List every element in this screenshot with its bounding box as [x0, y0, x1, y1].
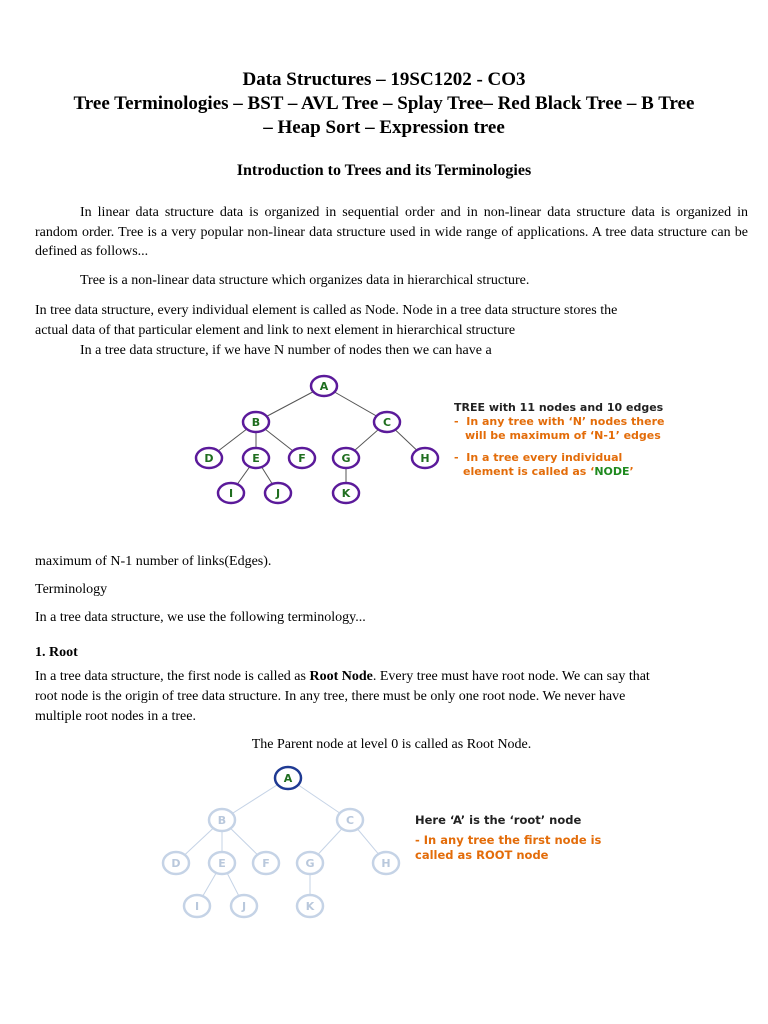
tree-figure-2-note: [415, 813, 601, 863]
tree-node-g-label: G: [341, 452, 351, 465]
doc-title-line-1: Data Structures – 19SC1202 - CO3: [242, 69, 526, 90]
note-edges-line-2: will be maximum of ‘N-1’ edges: [465, 429, 661, 442]
paragraph-edges: maximum of N-1 number of links(Edges).: [35, 554, 272, 569]
paragraph-n-nodes: In a tree data structure, if we have N number of nodes then we can have a: [80, 343, 492, 358]
tree-node-i-label: I: [228, 487, 234, 500]
root-node-term: Root Node: [309, 669, 373, 684]
note-2-line-2: called as ROOT node: [415, 848, 549, 862]
tree-2-node-f-label: F: [262, 857, 270, 870]
paragraph-intro: In linear data structure data is organized in sequential order and in non-linear data structure data is organized in random order. Tree is a very popular non-linear data structure used in wide range of applications. A tree data structure can be defined as follows...: [35, 205, 748, 259]
tree-2-node-d-label: D: [171, 857, 181, 870]
tree-2-node-b-label: B: [217, 814, 227, 827]
tree-node-k-label: K: [341, 487, 351, 500]
tree-2-node-h-label: H: [381, 857, 391, 870]
note-node-keyword: NODE: [594, 465, 630, 478]
paragraph-definition: Tree is a non-linear data structure which organizes data in hierarchical structure.: [80, 273, 530, 288]
tree-node-b-label: B: [251, 416, 261, 429]
tree-node-a-label: A: [319, 380, 329, 393]
paragraph-node-line-1: In tree data structure, every individual element is called as Node. Node in a tree data structure stores the: [35, 303, 618, 318]
tree-2-node-i-label: I: [194, 900, 200, 913]
tree-2-edges: [176, 778, 386, 906]
tree-edges: [209, 386, 425, 493]
note-2-line-1: - In any tree the first node is: [415, 833, 602, 847]
paragraph-terminology-intro: In a tree data structure, we use the following terminology...: [35, 610, 366, 625]
root-paragraph-line-3: multiple root nodes in a tree.: [35, 709, 196, 724]
paragraph-node-line-2: actual data of that particular element and link to next element in hierarchical structure: [35, 323, 516, 338]
tree-node-h-label: H: [420, 452, 430, 465]
root-paragraph-line-2: root node is the origin of tree data structure. In any tree, there must be only one root node. We never have: [35, 689, 626, 704]
tree-2-node-j-label: J: [241, 900, 247, 913]
note-title: TREE with 11 nodes and 10 edges: [454, 401, 664, 414]
note-edges-line-1: In any tree with ‘N’ nodes there: [466, 415, 665, 428]
note-node-line-2-a: element is called as ‘: [463, 465, 595, 478]
paragraph-terminology: Terminology: [35, 582, 108, 597]
tree-node-d-label: D: [204, 452, 214, 465]
doc-title-line-2: Tree Terminologies – BST – AVL Tree – Splay Tree– Red Black Tree – B Tree: [73, 93, 695, 114]
tree-node-j-label: J: [275, 487, 281, 500]
tree-figure-2: [160, 764, 406, 924]
root-caption: The Parent node at level 0 is called as Root Node.: [251, 737, 532, 752]
tree-2-node-a-label: A: [283, 772, 293, 785]
tree-2-node-e-label: E: [218, 857, 226, 870]
tree-node-c-label: C: [382, 416, 392, 429]
note-2-title: Here ‘A’ is the ‘root’ node: [415, 813, 582, 827]
section-title: Introduction to Trees and its Terminologies: [236, 162, 532, 179]
tree-2-node-c-label: C: [345, 814, 355, 827]
tree-figure-1: [190, 372, 450, 512]
root-text-after: . Every tree must have root node. We can say that: [372, 669, 650, 684]
note-dash-2: -: [454, 451, 459, 464]
note-node-line-2-c: ’: [629, 465, 634, 478]
doc-title-line-3: – Heap Sort – Expression tree: [263, 117, 505, 138]
note-dash-1: -: [454, 415, 459, 428]
tree-node-f-label: F: [298, 452, 306, 465]
tree-figure-1-note: [454, 401, 664, 479]
note-node-line-1: In a tree every individual: [466, 451, 623, 464]
tree-2-node-g-label: G: [305, 857, 315, 870]
root-text-before: In a tree data structure, the first node is called as: [35, 669, 310, 684]
tree-node-e-label: E: [252, 452, 260, 465]
root-paragraph-line-1: [35, 667, 748, 687]
tree-2-node-k-label: K: [305, 900, 315, 913]
root-heading: 1. Root: [35, 645, 78, 660]
